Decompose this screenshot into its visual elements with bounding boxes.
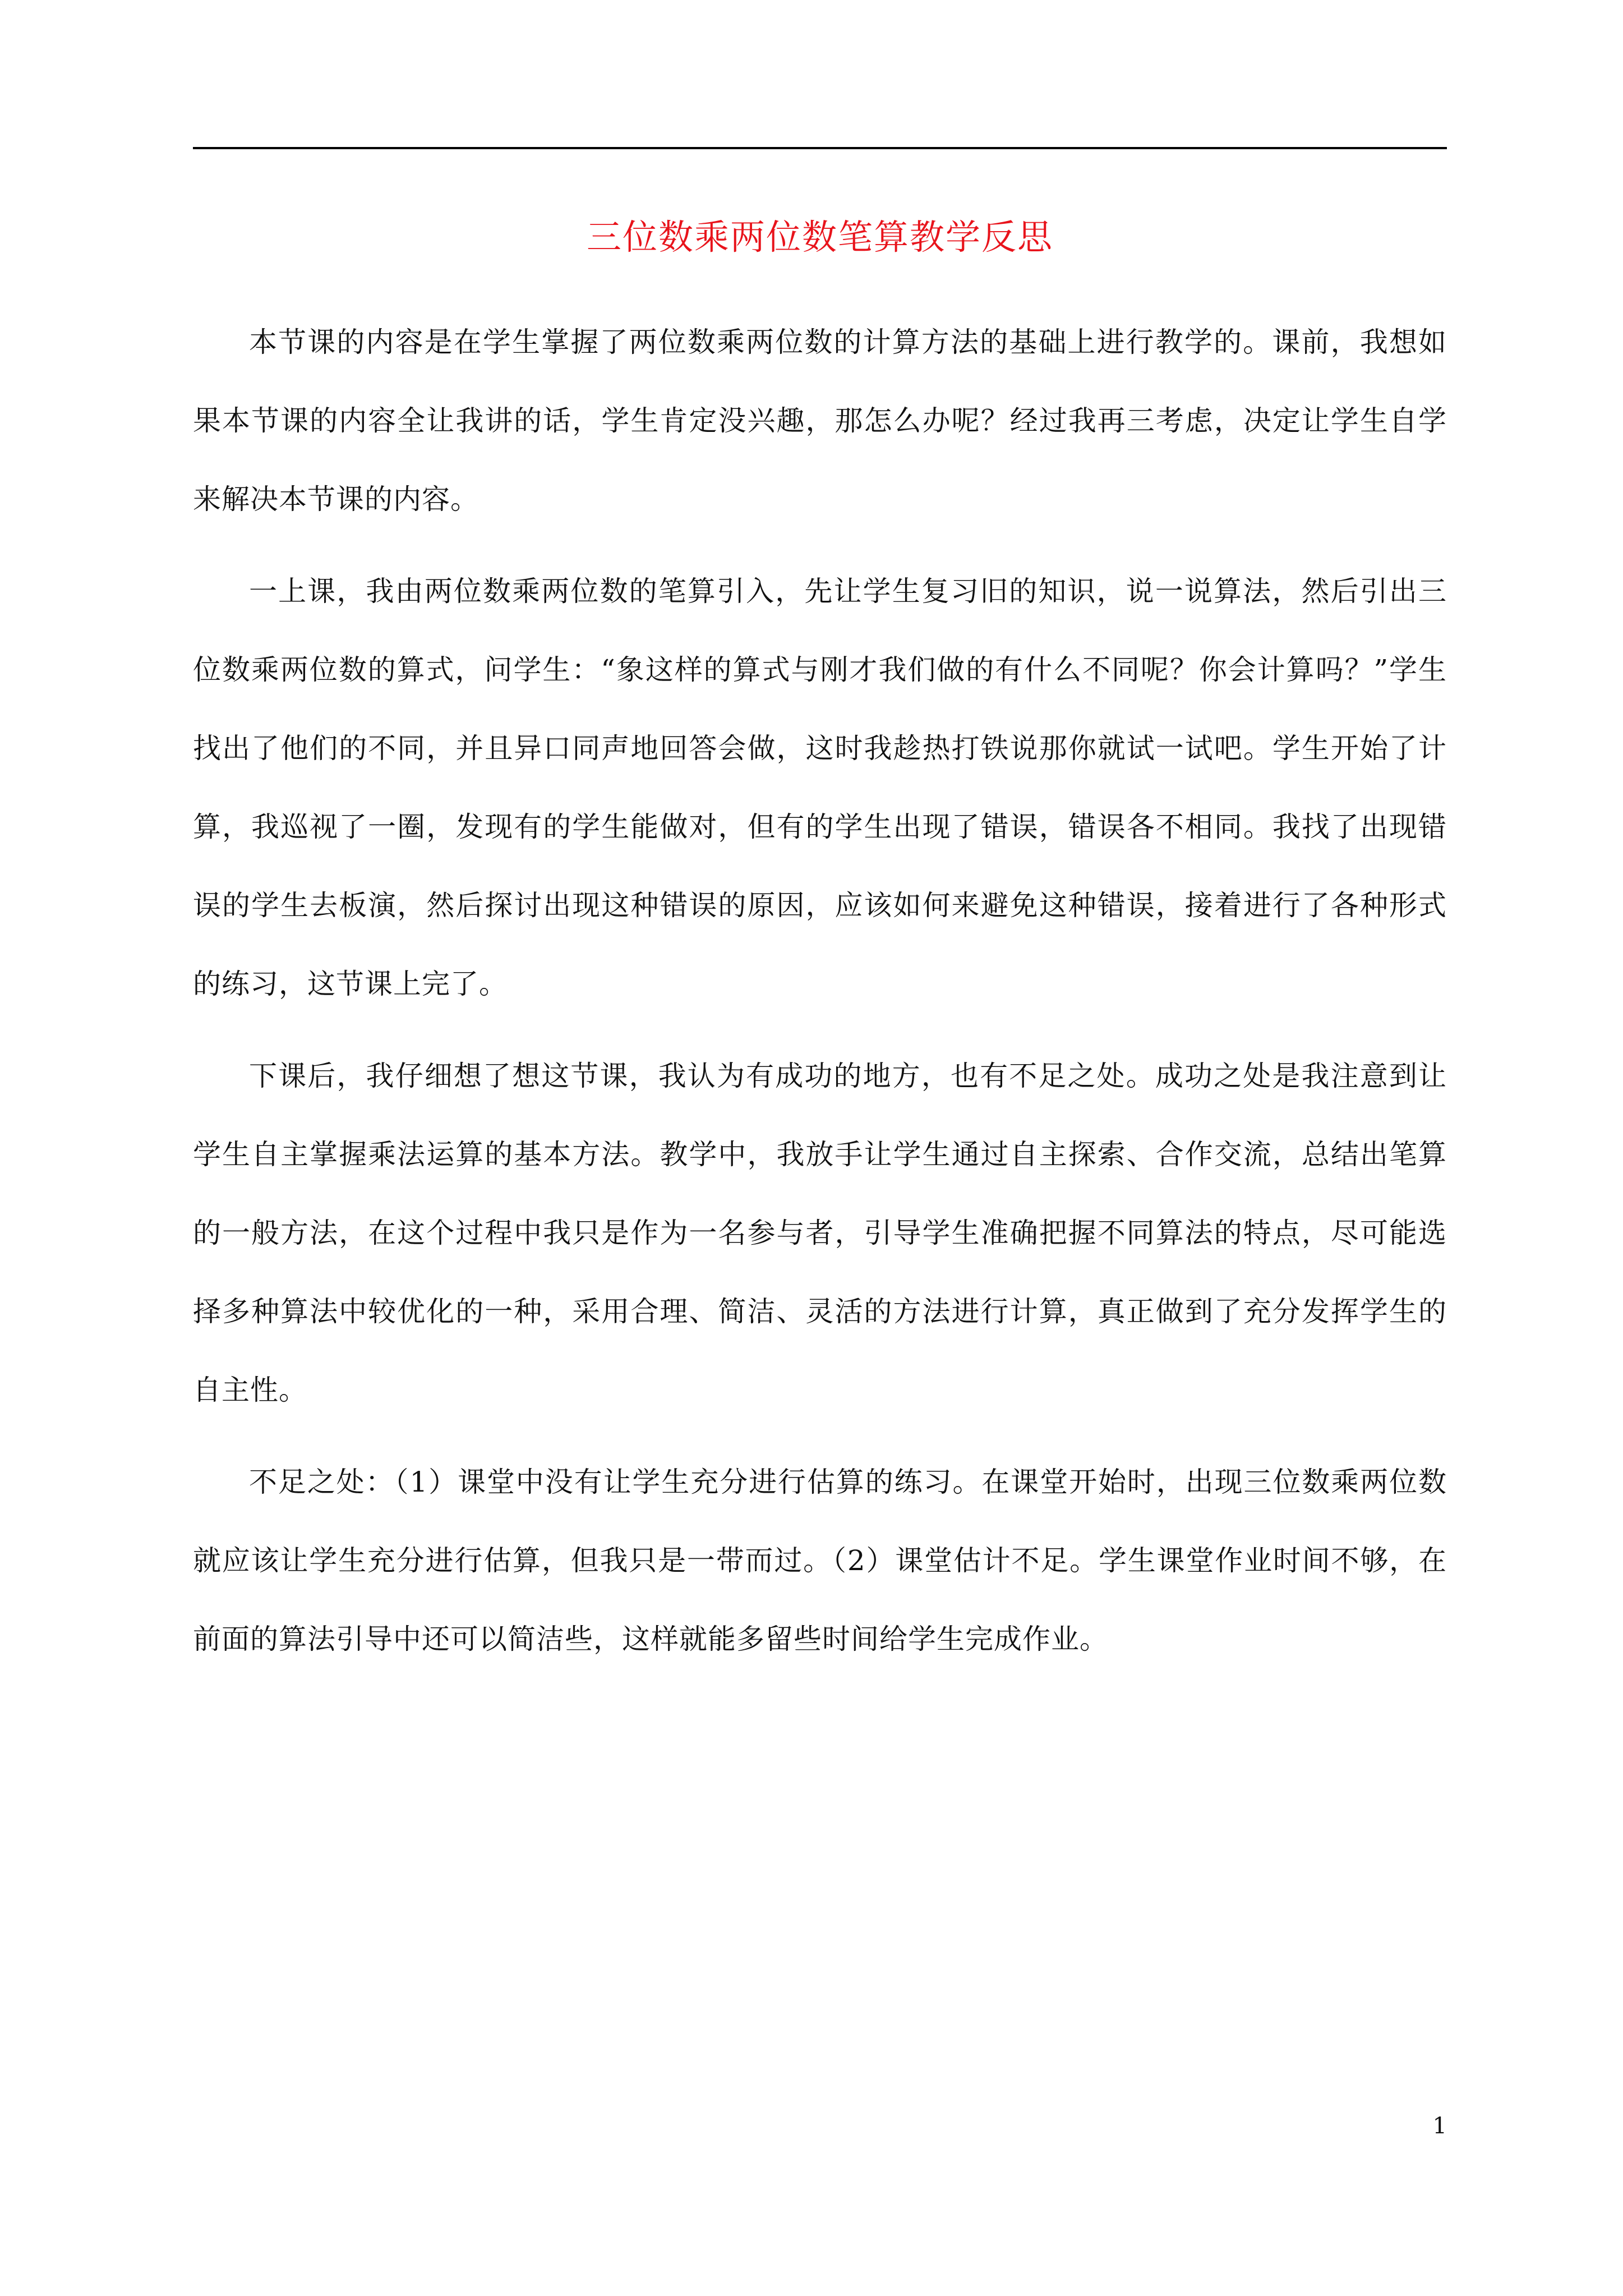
paragraph-reflection-success: 下课后，我仔细想了想这节课，我认为有成功的地方，也有不足之处。成功之处是我注意到让学生自主掌握乘法运算的基本方法。教学中，我放手让学生通过自主探索、合作交流，总结出笔算的一般方法，在这个过程中我只是作为一名参与者，引导学生准确把握不同算法的特点，尽可能选择多种算法中较优化的一种，采用合理、简洁、灵活的方法进行计算，真正做到了充分发挥学生的自主性。 (193, 1060, 1447, 1406)
document-body (193, 303, 1447, 1692)
paragraph-intro: 本节课的内容是在学生掌握了两位数乘两位数的计算方法的基础上进行教学的。课前，我想如果本节课的内容全让我讲的话，学生肯定没兴趣，那怎么办呢？经过我再三考虑，决定让学生自学来解决本节课的内容。 (193, 326, 1447, 516)
paragraph-reflection-shortcomings: 不足之处：（1）课堂中没有让学生充分进行估算的练习。在课堂开始时，出现三位数乘两位数就应该让学生充分进行估算，但我只是一带而过。（2）课堂估计不足。学生课堂作业时间不够，在前面的算法引导中还可以简洁些，这样就能多留些时间给学生完成作业。 (193, 1466, 1447, 1655)
document-title: 三位数乘两位数笔算教学反思 (586, 217, 1053, 257)
paragraph-lesson-process: 一上课，我由两位数乘两位数的笔算引入，先让学生复习旧的知识，说一说算法，然后引出三位数乘两位数的算式，问学生：“象这样的算式与刚才我们做的有什么不同呢？你会计算吗？”学生找出了他们的不同，并且异口同声地回答会做，这时我趁热打铁说那你就试一试吧。学生开始了计算，我巡视了一圈，发现有的学生能做对，但有的学生出现了错误，错误各不相同。我找了出现错误的学生去板演，然后探讨出现这种错误的原因，应该如何来避免这种错误，接着进行了各种形式的练习，这节课上完了。 (193, 575, 1447, 1000)
page-number: 1 (1432, 2113, 1447, 2139)
header-rule (193, 147, 1447, 149)
